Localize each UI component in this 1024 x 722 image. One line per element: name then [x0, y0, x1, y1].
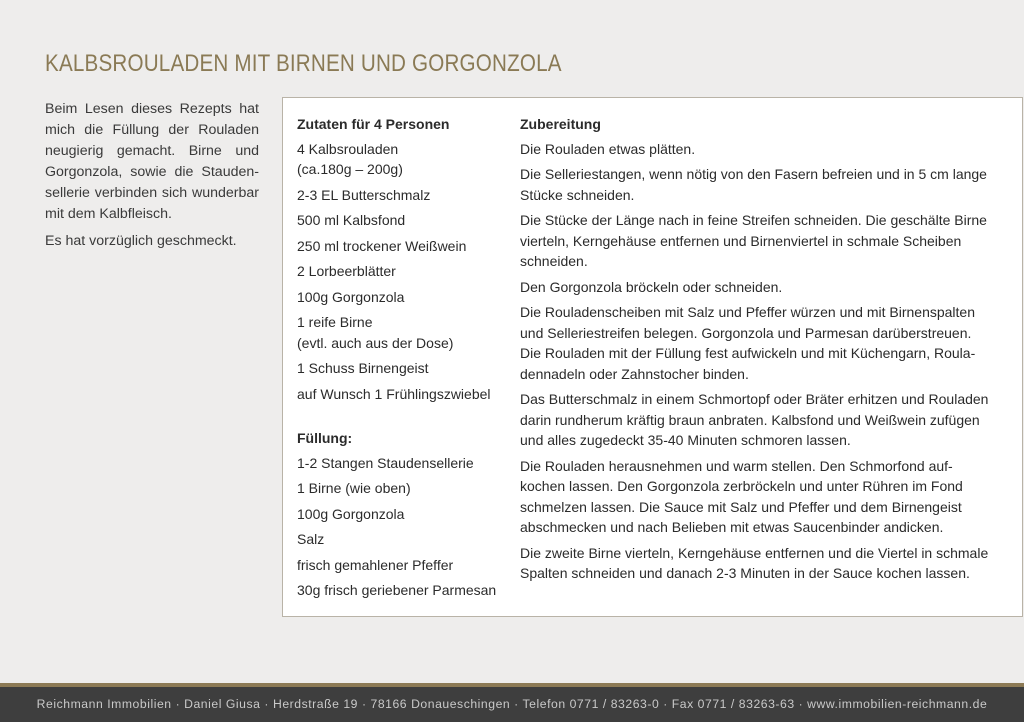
ingredient-line: 2 Lorbeerblätter — [297, 263, 396, 279]
ingredient-line: 100g Gorgonzola — [297, 288, 405, 305]
preparation-step: Die zweite Birne vierteln, Kerngehäuse entfernen und die Viertel in schmale Spalten schneiden und danach 2-3 Minuten in der Sauce kochen lassen. — [520, 544, 989, 581]
ingredient-item — [297, 312, 507, 353]
ingredient-line: 250 ml trockener Weißwein — [297, 237, 467, 254]
footer: Reichmann Immobilien · Daniel Giusa · Herdstraße 19 · 78166 Donaueschingen · Telefon 0771 / 83263-0 · Fax 0771 / 83263-63 · www.immobilien-reichmann.de — [0, 687, 1024, 722]
preparation-steps — [520, 139, 990, 584]
ingredient-item — [297, 261, 507, 282]
filling-item: 100g Gorgonzola — [297, 505, 405, 522]
ingredient-item — [297, 384, 507, 405]
ingredient-item — [297, 185, 507, 206]
intro-text — [45, 99, 259, 258]
preparation-step: Den Gorgonzola bröckeln oder schneiden. — [520, 278, 783, 295]
filling-heading: Füllung: — [297, 430, 353, 446]
ingredients-heading: Zutaten für 4 Personen — [297, 116, 450, 132]
ingredient-line: 500 ml Kalbsfond — [297, 212, 406, 228]
intro-paragraph: Beim Lesen dieses Rezepts hat mich die Füllung der Rouladen neugierig gemacht. Birne und Gorgonzola, sowie die Staudensellerie verbinden sich wunderbar mit dem Kalbfleisch. — [45, 101, 259, 222]
filling-list — [297, 453, 507, 601]
recipe-card — [282, 97, 1023, 617]
ingredient-line: 2-3 EL Butterschmalz — [297, 186, 431, 203]
ingredient-line: (ca.180g – 200g) — [297, 161, 403, 177]
ingredient-item — [297, 139, 507, 180]
ingredient-item — [297, 236, 507, 257]
ingredient-line: 1 Schuss Birnengeist — [297, 360, 429, 376]
ingredients-list — [297, 139, 507, 405]
ingredient-item — [297, 287, 507, 308]
filling-item: Salz — [297, 531, 325, 547]
preparation-step: Die Rouladen herausnehmen und warm stellen. Den Schmorfond aufkochen lassen. Den Gorgonzola zerbröckeln und unter Rühren im Fond schmelzen lassen. Die Sauce mit Salz und Pfeffer und dem Birnengeist abschmecken und nach Belieben mit etwas Saucenbinder andicken. — [520, 457, 963, 535]
intro-paragraph: Es hat vorzüglich geschmeckt. — [45, 233, 237, 249]
filling-item: 30g frisch geriebener Parmesan — [297, 582, 497, 598]
filling-item: 1-2 Stangen Staudensellerie — [297, 454, 474, 471]
preparation-step: Das Butterschmalz in einem Schmortopf oder Bräter erhitzen und Rouladen darin rundherum kräftig braun anbraten. Kalbsfond und Weißwein zufügen und alles zugedeckt 35-40 Minuten schmoren lassen. — [520, 391, 989, 448]
preparation-step: Die Rouladen etwas plätten. — [520, 140, 696, 157]
ingredient-line: auf Wunsch 1 Frühlingszwiebel — [297, 385, 491, 402]
preparation-step: Die Selleriestangen, wenn nötig von den Fasern befreien und in 5 cm lange Stücke schneiden. — [520, 166, 987, 203]
filling-item: frisch gemahlener Pfeffer — [297, 556, 454, 573]
ingredient-item — [297, 210, 507, 231]
ingredients-column — [297, 114, 507, 606]
ingredient-line: 4 Kalbsrouladen — [297, 140, 399, 157]
preparation-step: Die Stücke der Länge nach in feine Streifen schneiden. Die geschälte Birne vierteln, Kerngehäuse entfernen und Birnenviertel in schmale Scheiben schneiden. — [520, 212, 987, 269]
preparation-step: Die Rouladenscheiben mit Salz und Pfeffer würzen und mit Birnenspalten und Selleriestreifen belegen. Gorgonzola und Parmesan darüberstreuen. Die Rouladen mit der Füllung fest aufwickeln und mit Küchengarn, Rouladennadeln oder Zahnstocher binden. — [520, 304, 976, 382]
preparation-column — [520, 114, 990, 589]
ingredient-line: 1 reife Birne — [297, 314, 373, 330]
ingredient-line: (evtl. auch aus der Dose) — [297, 334, 454, 351]
preparation-heading: Zubereitung — [520, 116, 601, 132]
page-title: KALBSROULADEN MIT BIRNEN UND GORGONZOLA — [45, 50, 562, 78]
filling-item: 1 Birne (wie oben) — [297, 480, 411, 496]
ingredient-item — [297, 358, 507, 379]
